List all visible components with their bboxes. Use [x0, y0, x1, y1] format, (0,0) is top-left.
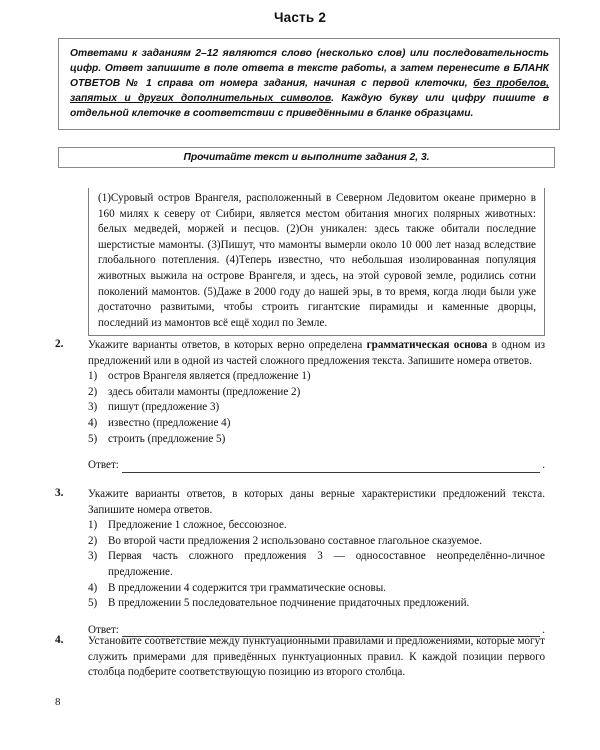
answer-option-marker: 5) — [88, 432, 98, 445]
answer-option-marker: 4) — [88, 581, 98, 594]
instruction-segment: . Каждую букву или цифру пишите в отдельной клеточке в соответствии с приведёнными в бланке образцами. — [70, 93, 549, 120]
read-text-banner-label: Прочитайте текст и выполните задания 2, 3. — [183, 152, 430, 163]
question-stem-emphasis: грамматическая основа — [366, 339, 488, 351]
answer-option-marker: 2) — [88, 534, 98, 547]
question-block — [0, 338, 600, 474]
question-number: 4. — [55, 634, 64, 646]
answer-option-marker: 4) — [88, 416, 98, 429]
answer-option-text: пишут (предложение 3) — [108, 401, 220, 414]
answer-option-text: Предложение 1 сложное, бессоюзное. — [108, 519, 287, 532]
question-stem-text: Укажите варианты ответов, в которых верно определена — [88, 339, 367, 351]
answer-option-marker: 3) — [88, 401, 98, 414]
answer-option-text: В предложении 5 последовательное подчинение придаточных предложений. — [108, 597, 470, 610]
question-stem — [88, 487, 545, 518]
question-number: 3. — [55, 487, 64, 499]
answer-input-line[interactable] — [122, 461, 540, 473]
question-stem-text: в одном из предложений или в одной из частей сложного предложения текста. Запишите номера ответов. — [88, 339, 545, 367]
reading-passage: (1)Суровый остров Врангеля, расположенный в Северном Ледовитом океане примерно в 160 милях к северу от Сибири, является местом обитания многих полярных животных: белых медведей, моржей и песцов. (2)Он уникален: здесь также обитали последние шерстистые мамонты. (3)Пишут, что мамонты вымерли около 10 000 лет назад вследствие глобального потепления. (4)Теперь известно, что небольшая изолированная популяция животных выжила на острове Врангеля, и здесь, на этой суровой земле, родились сотни поколений мамонтов. (5)Даже в 2000 году до нашей эры, в то время, когда люди были уже достаточно развитыми, чтобы строить гигантские пирамиды и каменные дворцы, последний из мамонтов всё ещё ходил по Земле. — [88, 188, 545, 336]
answer-option[interactable] — [88, 432, 545, 448]
answer-option-text: известно (предложение 4) — [108, 416, 231, 429]
question-stem-text: Установите соответствие между пунктуационными правилами и предложениями, которые могут служить примерами для приведённых пунктуационных правил. К каждой позиции первого столбца подберите соответствующую позицию из второго столбца. — [88, 635, 545, 679]
instruction-segment: без пробелов, запятых и других дополнительных символов — [70, 78, 549, 105]
answer-option-marker: 3) — [88, 550, 98, 563]
answer-option-marker: 1) — [88, 370, 98, 383]
answer-option[interactable] — [88, 581, 545, 597]
answer-option-text: Первая часть сложного предложения 3 — односоставное неопределённо-личное предложение. — [108, 550, 545, 578]
answer-option[interactable] — [88, 596, 545, 612]
page-number: 8 — [55, 696, 61, 708]
answer-option-text: Во второй части предложения 2 использовано составное глагольное сказуемое. — [108, 534, 482, 547]
instruction-box — [58, 38, 560, 130]
answer-option[interactable] — [88, 416, 545, 432]
answer-option[interactable] — [88, 518, 545, 534]
answer-option-marker: 2) — [88, 385, 98, 398]
question-body — [88, 634, 545, 681]
answer-option-text: здесь обитали мамонты (предложение 2) — [108, 385, 301, 398]
answer-option-text: строить (предложение 5) — [108, 432, 226, 445]
answer-option[interactable] — [88, 385, 545, 401]
answer-trailing-period: . — [542, 623, 545, 636]
answer-option-list — [88, 369, 545, 447]
answer-option-text: остров Врангеля является (предложение 1) — [108, 370, 311, 383]
question-block — [0, 487, 600, 638]
answer-option[interactable] — [88, 534, 545, 550]
answer-option[interactable] — [88, 549, 545, 580]
answer-option-text: В предложении 4 содержится три грамматические основы. — [108, 581, 386, 594]
question-body — [88, 487, 545, 638]
answer-option-marker: 5) — [88, 597, 98, 610]
question-stem — [88, 338, 545, 369]
instruction-segment: Ответами к заданиям 2–12 являются слово (несколько слов) или последовательность цифр. Ответ запишите в поле ответа в тексте работы, а затем перенесите в БЛАНК ОТВЕТОВ № 1 справа от номера задания, начиная с первой клеточки, — [70, 48, 549, 90]
answer-trailing-period: . — [542, 459, 545, 472]
answer-row — [88, 458, 545, 474]
question-stem-text: Укажите варианты ответов, в которых даны верные характеристики предложений текста. Запишите номера ответов. — [88, 488, 545, 516]
answer-option-marker: 1) — [88, 519, 98, 532]
question-body — [88, 338, 545, 474]
answer-label: Ответ: — [88, 623, 119, 636]
answer-label: Ответ: — [88, 459, 119, 472]
read-text-banner — [58, 147, 555, 168]
question-number: 2. — [55, 338, 64, 350]
answer-option[interactable] — [88, 400, 545, 416]
question-block — [0, 634, 600, 681]
question-stem — [88, 634, 545, 681]
answer-option[interactable] — [88, 369, 545, 385]
answer-option-list — [88, 518, 545, 612]
page-title: Часть 2 — [273, 10, 327, 25]
